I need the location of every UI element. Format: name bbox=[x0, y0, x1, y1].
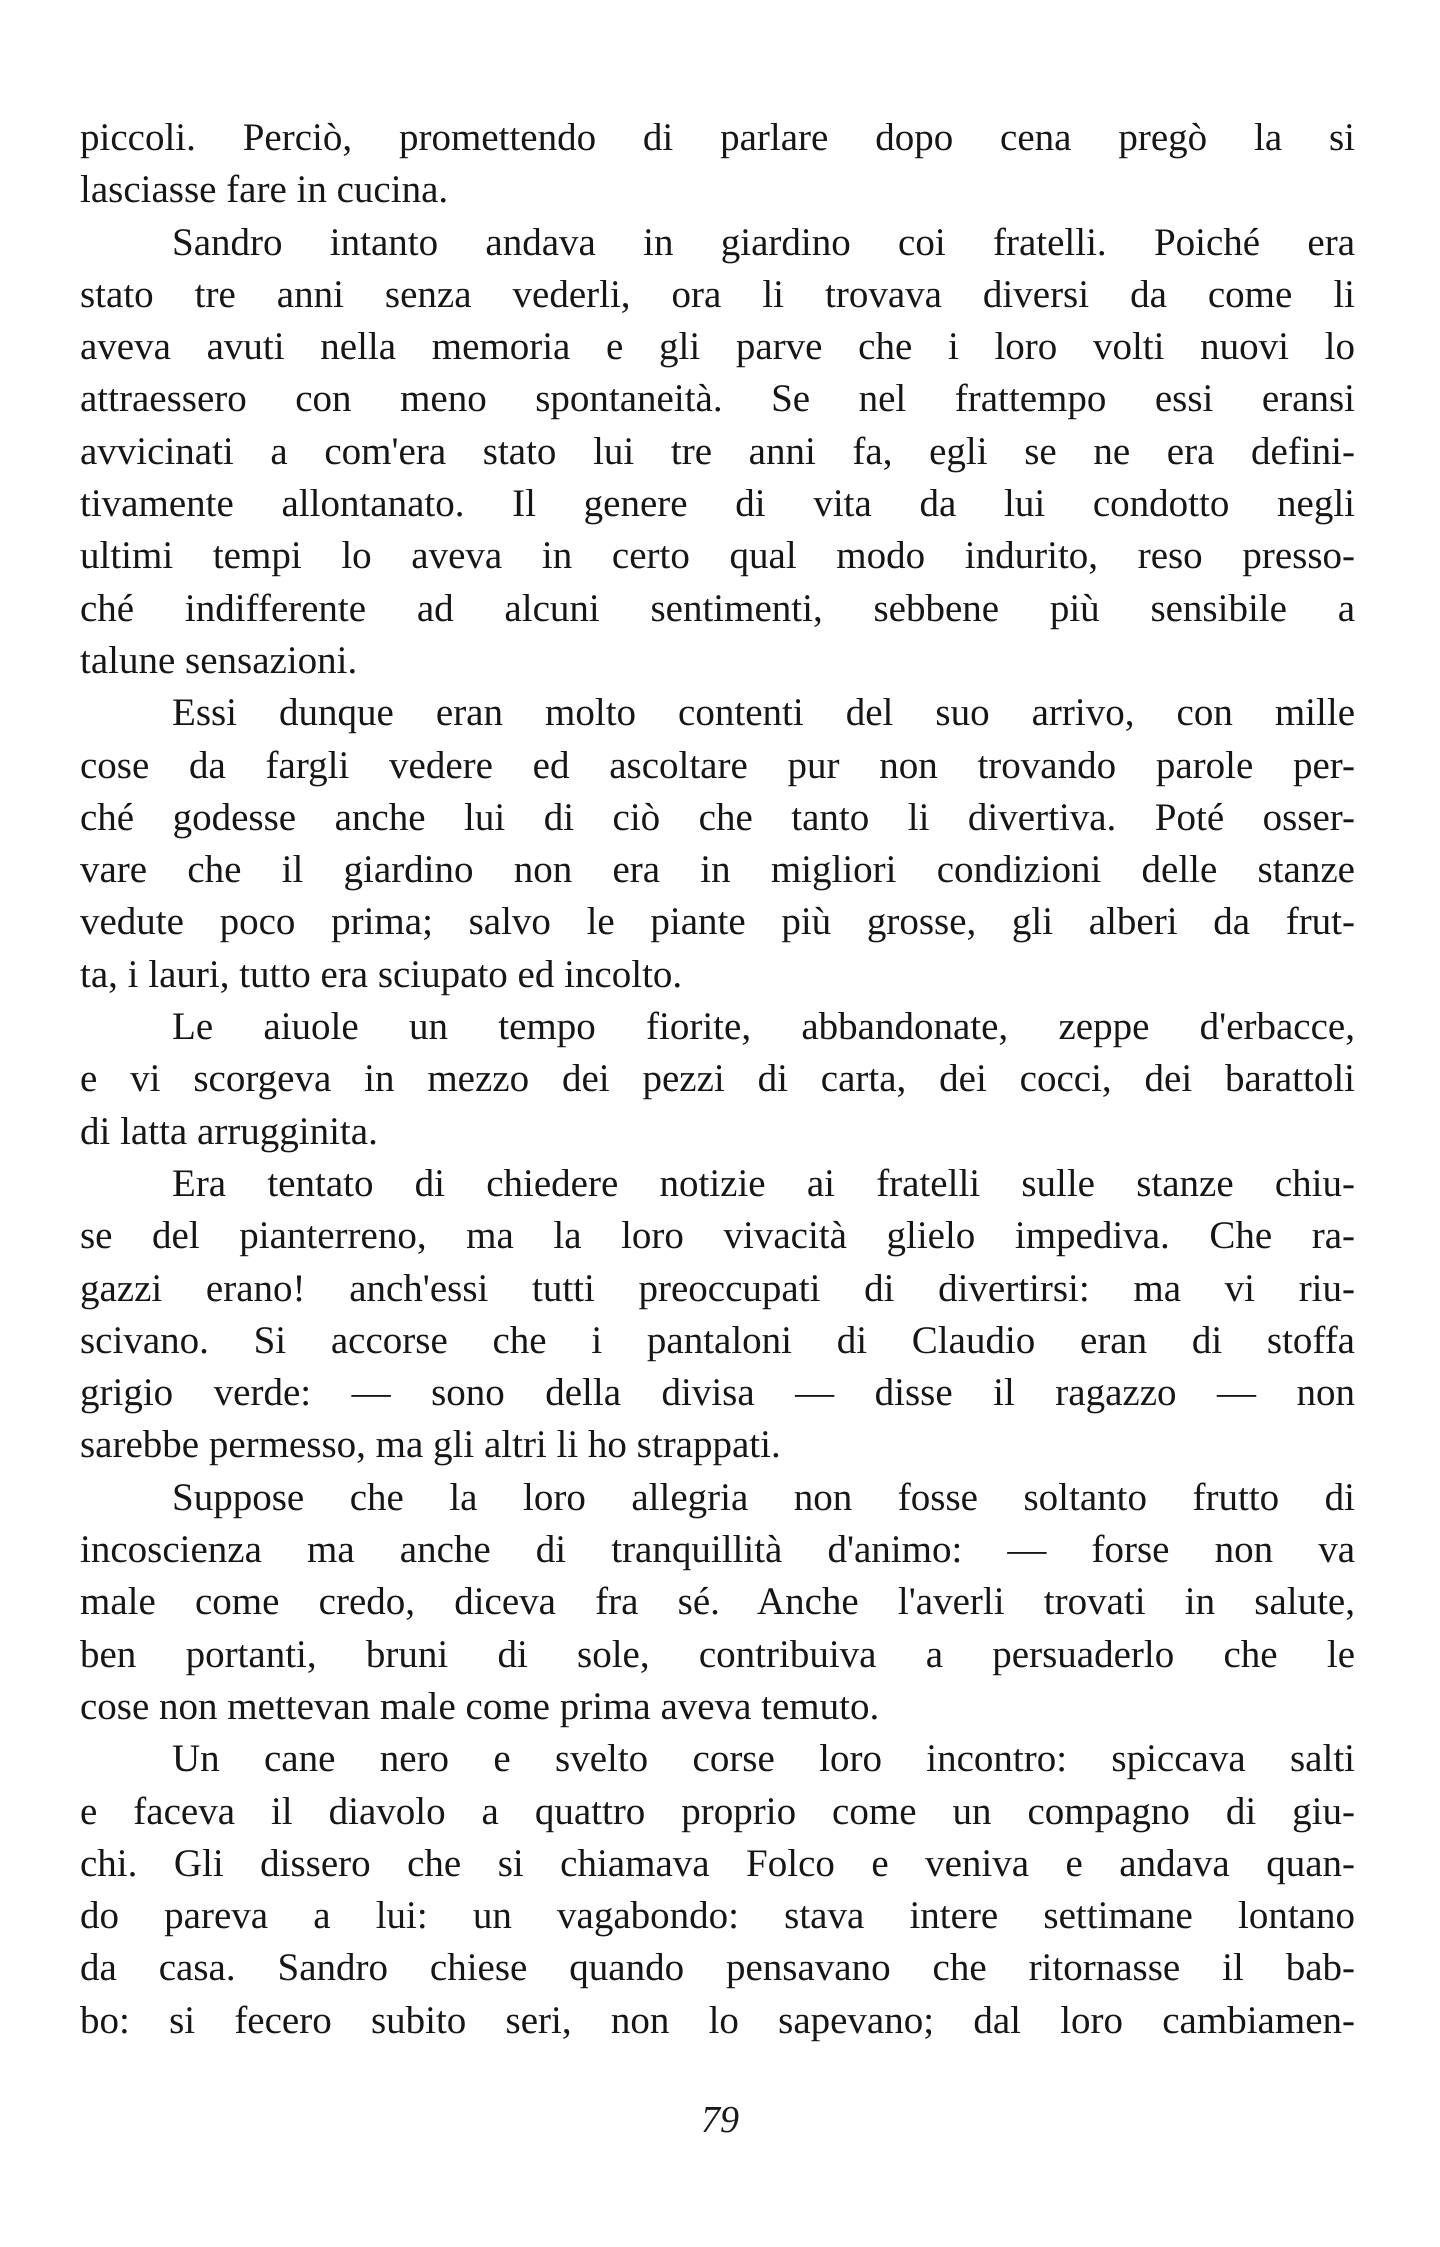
text-line: lasciasse fare in cucina. bbox=[80, 168, 449, 212]
text-line: ta, i lauri, tutto era sciupato ed incolto. bbox=[80, 952, 683, 996]
text-line: e vi scorgeva in mezzo dei pezzi di carta, dei cocci, dei barattoli bbox=[80, 1057, 1355, 1101]
text-line: Un cane nero e svelto corse loro incontro: spiccava salti bbox=[172, 1737, 1355, 1781]
text-line: Sandro intanto andava in giardino coi fratelli. Poiché era bbox=[172, 220, 1355, 264]
text-line: ben portanti, bruni di sole, contribuiva a persuaderlo che le bbox=[80, 1632, 1355, 1676]
text-line: vedute poco prima; salvo le piante più grosse, gli alberi da frut- bbox=[80, 900, 1355, 944]
text-line: e faceva il diavolo a quattro proprio come un compagno di giu- bbox=[80, 1789, 1355, 1833]
text-line: cose non mettevan male come prima aveva temuto. bbox=[80, 1684, 880, 1728]
text-line: ultimi tempi lo aveva in certo qual modo indurito, reso presso- bbox=[80, 534, 1355, 578]
text-line: vare che il giardino non era in migliori condizioni delle stanze bbox=[80, 848, 1355, 892]
text-line: se del pianterreno, ma la loro vivacità glielo impediva. Che ra- bbox=[80, 1214, 1355, 1258]
text-line: grigio verde: — sono della divisa — disse il ragazzo — non bbox=[80, 1371, 1355, 1415]
text-line: avvicinati a com'era stato lui tre anni fa, egli se ne era defini- bbox=[80, 429, 1355, 473]
text-line: piccoli. Perciò, promettendo di parlare dopo cena pregò la si bbox=[80, 116, 1355, 159]
text-line: ché godesse anche lui di ciò che tanto li divertiva. Poté osser- bbox=[80, 795, 1355, 839]
text-line: talune sensazioni. bbox=[80, 638, 358, 682]
text-line: da casa. Sandro chiese quando pensavano che ritornasse il bab- bbox=[80, 1946, 1355, 1990]
text-line: chi. Gli dissero che si chiamava Folco e veniva e andava quan- bbox=[80, 1841, 1355, 1885]
text-line: Suppose che la loro allegria non fosse soltanto frutto di bbox=[172, 1475, 1355, 1519]
text-line: scivano. Si accorse che i pantaloni di Claudio eran di stoffa bbox=[80, 1318, 1355, 1362]
text-line: cose da fargli vedere ed ascoltare pur non trovando parole per- bbox=[80, 743, 1355, 787]
text-line: aveva avuti nella memoria e gli parve che i loro volti nuovi lo bbox=[80, 325, 1355, 369]
text-line: do pareva a lui: un vagabondo: stava intere settimane lontano bbox=[80, 1894, 1355, 1938]
text-line: attraessero con meno spontaneità. Se nel frattempo essi eransi bbox=[80, 377, 1355, 421]
text-line: tivamente allontanato. Il genere di vita da lui condotto negli bbox=[80, 482, 1355, 526]
text-line: Era tentato di chiedere notizie ai fratelli sulle stanze chiu- bbox=[172, 1161, 1355, 1205]
text-line: gazzi erano! anch'essi tutti preoccupati di divertirsi: ma vi riu- bbox=[80, 1266, 1355, 1310]
text-line: Essi dunque eran molto contenti del suo arrivo, con mille bbox=[172, 691, 1355, 735]
text-line: ché indifferente ad alcuni sentimenti, sebbene più sensibile a bbox=[80, 586, 1355, 630]
text-line: sarebbe permesso, ma gli altri li ho strappati. bbox=[80, 1423, 781, 1467]
page-number: 79 bbox=[701, 2099, 739, 2141]
text-line: bo: si fecero subito seri, non lo sapevano; dal loro cambiamen- bbox=[80, 1998, 1355, 2042]
text-line: stato tre anni senza vederli, ora li trovava diversi da come li bbox=[80, 272, 1355, 316]
page-body bbox=[80, 112, 1355, 2047]
text-line: Le aiuole un tempo fiorite, abbandonate, zeppe d'erbacce, bbox=[172, 1005, 1355, 1049]
text-line: male come credo, diceva fra sé. Anche l'averli trovati in salute, bbox=[80, 1580, 1355, 1624]
text-line: di latta arrugginita. bbox=[80, 1109, 378, 1153]
text-line: incoscienza ma anche di tranquillità d'animo: — forse non va bbox=[80, 1528, 1355, 1572]
